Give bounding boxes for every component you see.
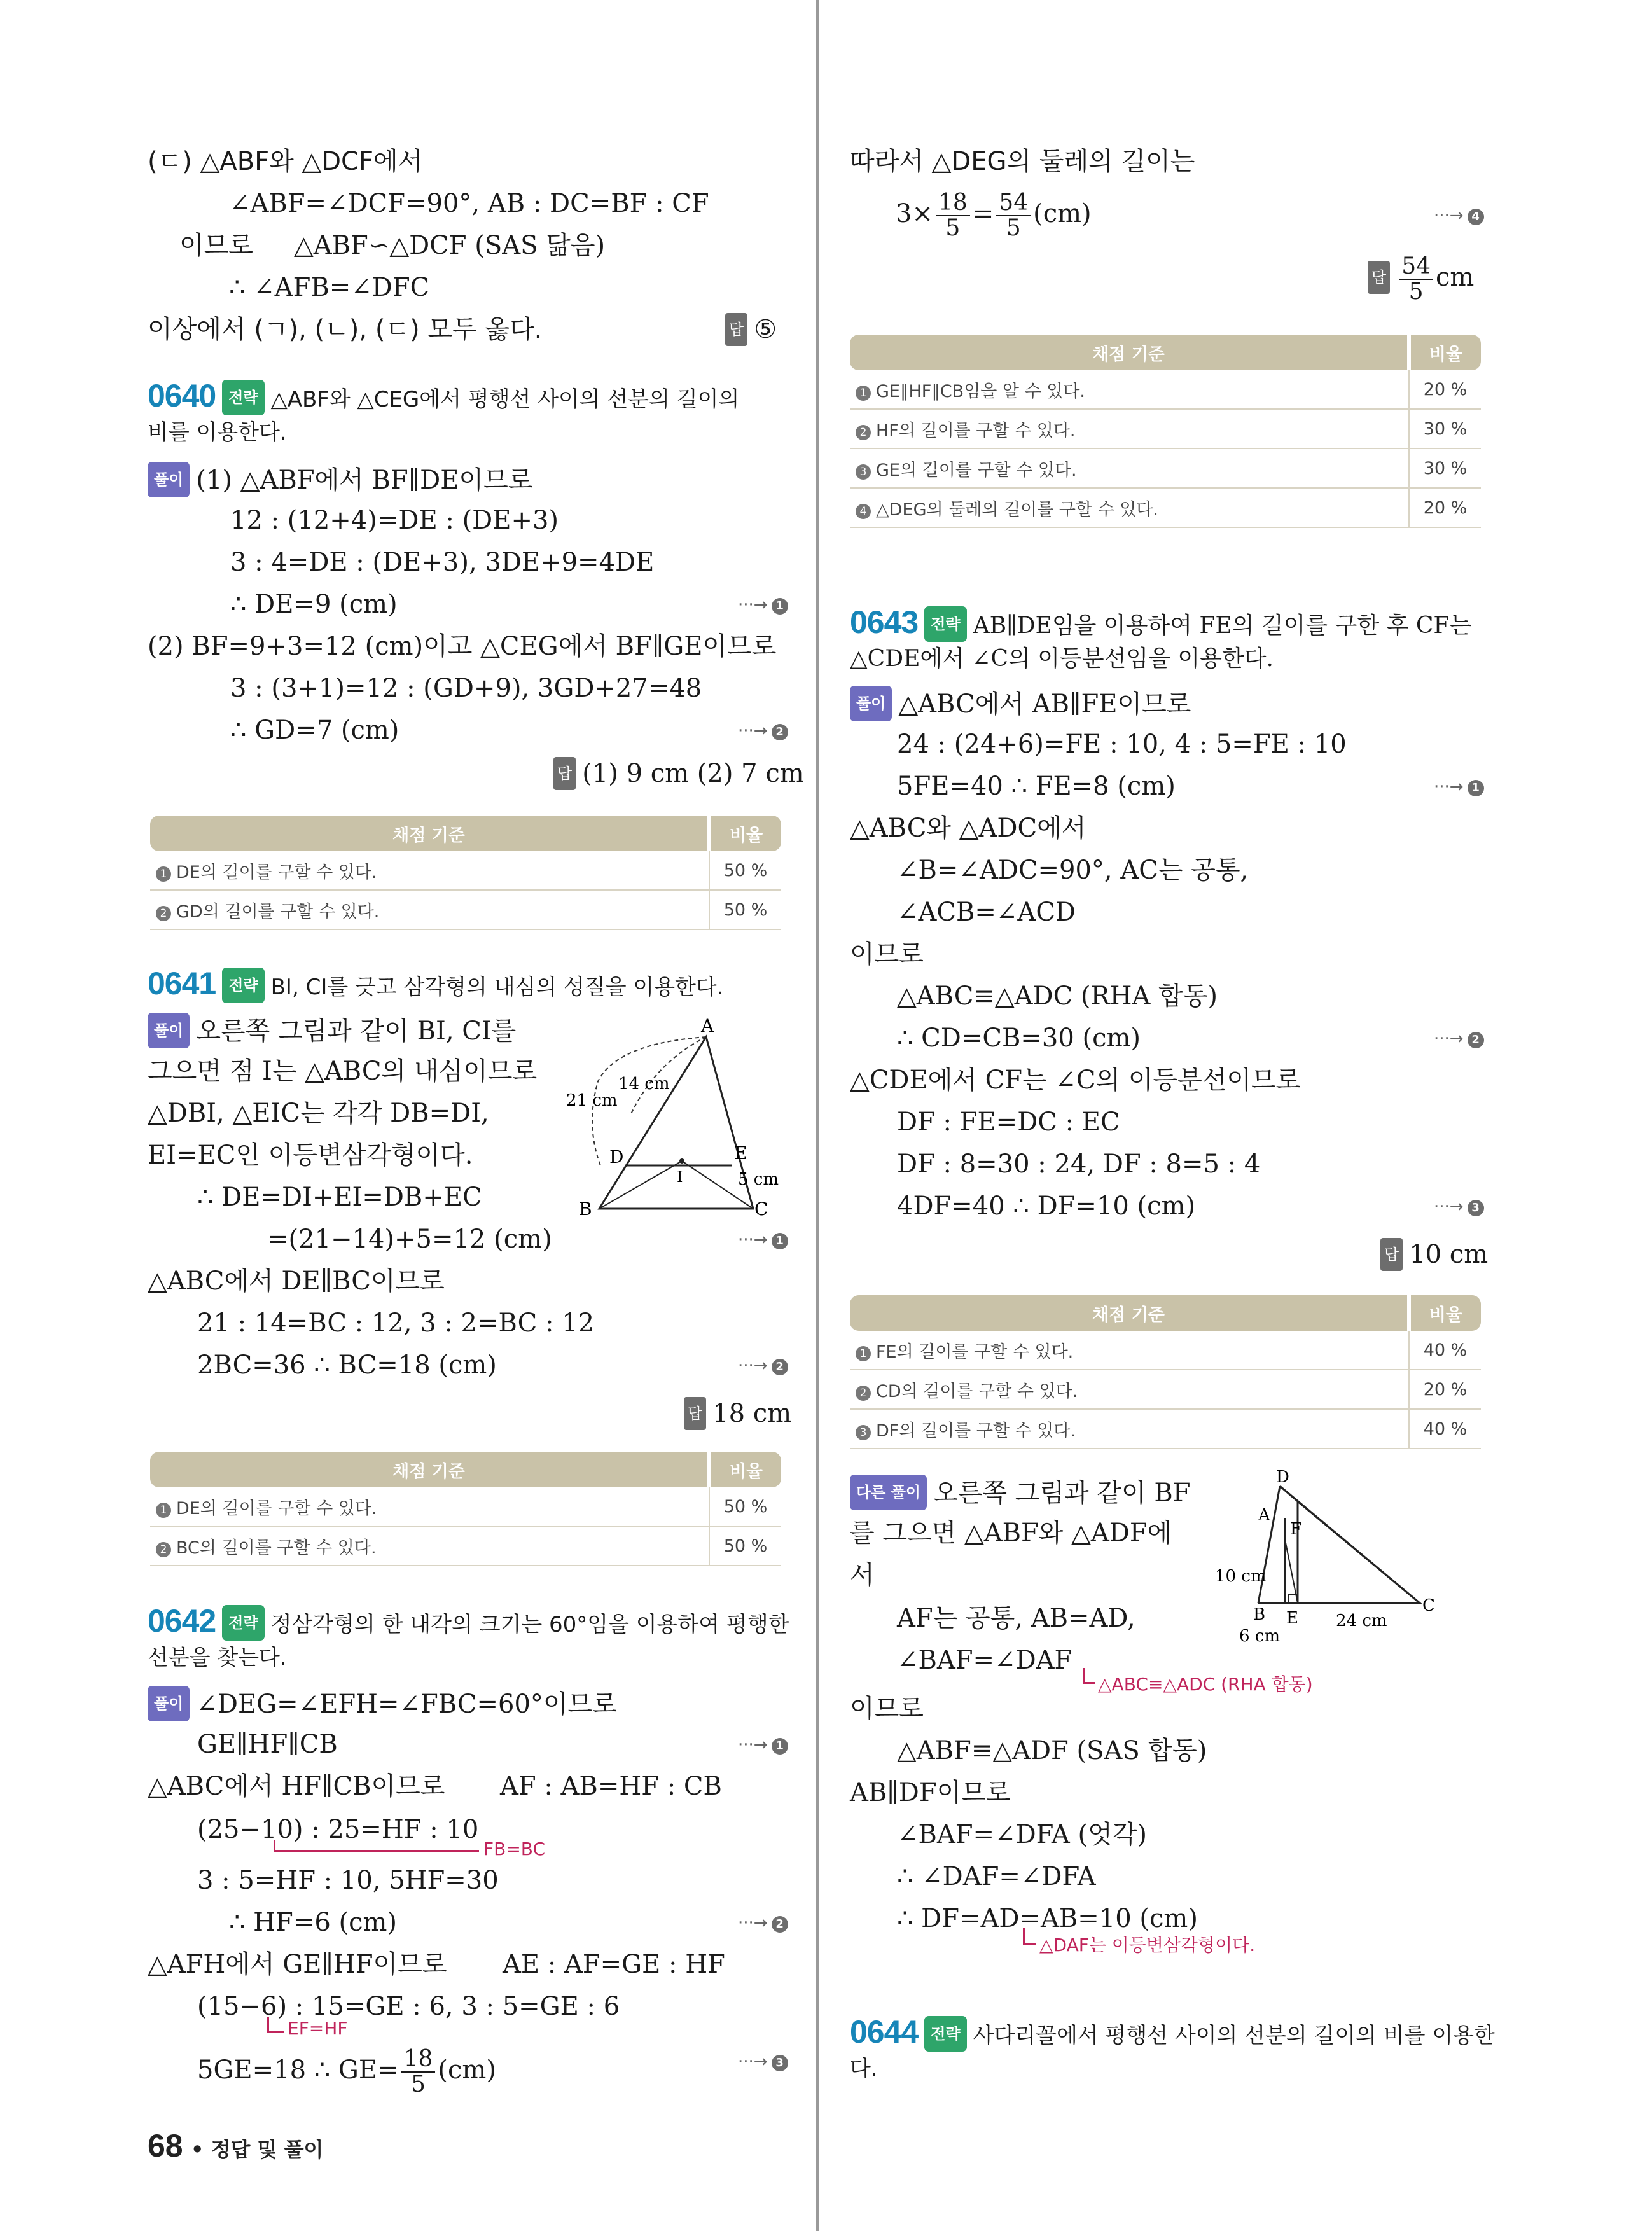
math-line: 3 : (3+1)=12 : (GD+9), 3GD+27=48: [230, 674, 702, 703]
answer-icon: 답: [1380, 1238, 1403, 1271]
math-line: △ABF≡△ADF (SAS 합동): [897, 1736, 1207, 1765]
step-marker-4: ···→ 4: [1434, 206, 1484, 225]
math-line: (25−10) : 25=HF : 10: [197, 1815, 479, 1844]
solution-line: 풀이 (1) △ABF에서 BF∥DE이므로: [148, 462, 532, 497]
strategy-tag: 전략: [222, 1605, 264, 1641]
fraction: $\frac{54}{5}$: [996, 191, 1031, 240]
text-line: 이므로: [850, 940, 924, 969]
strategy-text: 선분을 찾는다.: [148, 1645, 287, 1671]
label-a: A: [1258, 1506, 1270, 1525]
rubric-table-0641: 채점 기준 비율 1 DE의 길이를 구할 수 있다. 50 % 2 BC의 길이를 구할 수 있다. 50 %: [150, 1452, 781, 1566]
column-divider: [816, 0, 819, 2231]
label-6cm: 6 cm: [1239, 1627, 1281, 1646]
answer: 답 ⑤: [725, 313, 777, 346]
math-line: ∴ ∠DAF=∠DFA: [897, 1862, 1096, 1891]
rubric-table-0640: 채점 기준 비율 1 DE의 길이를 구할 수 있다. 50 % 2 GD의 길이를 구할 수 있다. 50 %: [150, 816, 781, 930]
alt-solution-line: 다른 풀이 오른쪽 그림과 같이 BF: [850, 1475, 1191, 1510]
text-line: 이므로: [179, 231, 253, 260]
math-line: (15−6) : 15=GE : 6, 3 : 5=GE : 6: [197, 1992, 620, 2021]
note-bracket: [1023, 1928, 1036, 1945]
answer: 답 $\frac{54}{5}$ cm: [1368, 254, 1474, 304]
label-e: E: [1286, 1609, 1298, 1628]
strategy-tag: 전략: [924, 2016, 966, 2052]
math-line: △ABC≡△ADC (RHA 합동): [897, 982, 1218, 1011]
step-marker-1: ···→ 1: [738, 1735, 788, 1755]
question-header-0644: 0644 전략 사다리꼴에서 평행선 사이의 선분의 길이의 비를 이용한: [850, 2015, 1495, 2052]
label-d: D: [609, 1146, 624, 1167]
annotation-note: △DAF는 이등변삼각형이다.: [1039, 1935, 1256, 1956]
math-line: 3 : 4=DE : (DE+3), 3DE+9=4DE: [230, 548, 655, 577]
solution-line: 풀이 오른쪽 그림과 같이 BI, CI를: [148, 1013, 516, 1048]
math-line: 3 : 5=HF : 10, 5HF=30: [197, 1866, 499, 1895]
answer-icon: 답: [553, 757, 576, 790]
footer-title: • 정답 및 풀이: [191, 2137, 324, 2162]
solution-line: 풀이 ∠DEG=∠EFH=∠FBC=60°이므로: [148, 1686, 617, 1721]
text-line: EI=EC인 이등변삼각형이다.: [148, 1141, 473, 1170]
text-line: △CDE에서 CF는 ∠C의 이등분선이므로: [850, 1066, 1301, 1095]
math-line: ∴ CD=CB=30 (cm): [897, 1024, 1141, 1053]
math-line: GE∥HF∥CB: [197, 1730, 338, 1759]
label-21cm: 21 cm: [566, 1091, 618, 1110]
text-line: AB∥DF이므로: [850, 1778, 1011, 1807]
label-c: C: [754, 1199, 768, 1220]
answer: 답 (1) 9 cm (2) 7 cm: [553, 757, 804, 790]
answer: 답 10 cm: [1380, 1238, 1488, 1271]
step-marker-2: ···→ 2: [738, 1356, 788, 1375]
segment-bi: [599, 1161, 682, 1209]
triangle-abc: [599, 1037, 753, 1209]
solution-line: 풀이 △ABC에서 AB∥FE이므로: [850, 686, 1191, 721]
step-marker-1: ···→ 1: [738, 595, 788, 615]
math-line: 5FE=40 ∴ FE=8 (cm): [897, 772, 1176, 801]
text-line: 따라서 △DEG의 둘레의 길이는: [850, 147, 1195, 176]
text-line: △DBI, △EIC는 각각 DB=DI,: [148, 1099, 489, 1128]
answer-icon: 답: [725, 313, 747, 346]
annotation-note: EF=HF: [288, 2018, 348, 2039]
rubric-table-0642: 채점 기준 비율 1 GE∥HF∥CB임을 알 수 있다. 20 % 2 HF의 길이를 구할 수 있다. 30 % 3 GE의 길이를 구할 수 있다. 30 % 4 △DEG의 둘레의 길이를 구할 수 있다. 20 %: [850, 335, 1481, 528]
step-marker-1: ···→ 1: [1434, 777, 1484, 796]
math-line: AF는 공통, AB=AD,: [897, 1604, 1135, 1633]
note-bracket: [1083, 1668, 1095, 1684]
math-line: 4DF=40 ∴ DF=10 (cm): [897, 1192, 1196, 1221]
label-a: A: [701, 1018, 714, 1036]
math-line: ∠ABF=∠DCF=90°, AB : DC=BF : CF: [229, 189, 709, 218]
strategy-text: 비를 이용한다.: [148, 420, 287, 445]
math-line: 3× $\frac{18}{5}$ = $\frac{54}{5}$ (cm): [896, 190, 1092, 241]
label-d: D: [1276, 1470, 1289, 1487]
math-line: ∠BAF=∠DAF: [897, 1646, 1072, 1675]
note-bracket: [267, 2017, 284, 2033]
fraction: $\frac{54}{5}$: [1399, 254, 1433, 304]
label-c: C: [1422, 1596, 1435, 1615]
math-line: △ABF∽△DCF (SAS 닮음): [294, 231, 606, 260]
math-line: 5GE=18 ∴ GE= $\frac{18}{5}$ (cm): [197, 2046, 496, 2097]
label-e: E: [734, 1143, 747, 1164]
label-b: B: [579, 1199, 592, 1220]
text-line: △ABC와 △ADC에서: [850, 814, 1086, 843]
math-line: 2BC=36 ∴ BC=18 (cm): [197, 1351, 497, 1380]
math-line: AF : AB=HF : CB: [500, 1772, 722, 1801]
label-5cm: 5 cm: [738, 1170, 779, 1189]
text-line: 서: [850, 1560, 875, 1590]
text-line: (ㄷ) △ABF와 △DCF에서: [148, 147, 423, 176]
step-marker-2: ···→ 2: [738, 1914, 788, 1933]
strategy-tag: 전략: [222, 968, 264, 1003]
math-line: DF : 8=30 : 24, DF : 8=5 : 4: [897, 1150, 1261, 1179]
math-line: ∴ DF=AD=AB=10 (cm): [897, 1904, 1198, 1933]
text-line: △AFH에서 GE∥HF이므로: [148, 1950, 447, 1979]
strategy-text: 다.: [850, 2056, 878, 2082]
step-marker-3: ···→ 3: [1434, 1197, 1484, 1216]
step-marker-3: ···→ 3: [738, 2052, 788, 2071]
step-marker-2: ···→ 2: [738, 721, 788, 740]
strategy-tag: 전략: [222, 380, 264, 415]
text-line: 를 그으면 △ABF와 △ADF에: [850, 1519, 1172, 1548]
answer: 답 18 cm: [684, 1397, 791, 1430]
rubric-table-0643: 채점 기준 비율 1 FE의 길이를 구할 수 있다. 40 % 2 CD의 길이를 구할 수 있다. 20 % 3 DF의 길이를 구할 수 있다. 40 %: [850, 1295, 1481, 1449]
math-line: ∴ DE=9 (cm): [230, 590, 398, 619]
label-24cm: 24 cm: [1336, 1611, 1387, 1630]
fraction: $\frac{18}{5}$: [401, 2047, 436, 2097]
label-b: B: [1253, 1605, 1266, 1624]
quad-figure-0643: [1215, 1470, 1444, 1654]
label-14cm: 14 cm: [618, 1074, 670, 1094]
text-line: △ABC에서 HF∥CB이므로: [148, 1772, 445, 1801]
answer-icon: 답: [684, 1397, 706, 1430]
math-line: ∠BAF=∠DFA (엇각): [897, 1820, 1148, 1849]
triangle-adc: [1280, 1486, 1420, 1603]
math-line: ∠B=∠ADC=90°, AC는 공통,: [897, 856, 1249, 885]
math-line: 24 : (24+6)=FE : 10, 4 : 5=FE : 10: [897, 730, 1347, 759]
incenter-point: [679, 1158, 684, 1164]
text-line: 이므로: [850, 1694, 924, 1723]
text-line: △ABC에서 DE∥BC이므로: [148, 1267, 445, 1296]
step-marker-2: ···→ 2: [1434, 1029, 1484, 1048]
math-line: =(21−14)+5=12 (cm): [267, 1225, 552, 1254]
question-header-0640: 0640 전략 △ABF와 △CEG에서 평행선 사이의 선분의 길이의: [148, 379, 739, 416]
text-line: 이상에서 (ㄱ), (ㄴ), (ㄷ) 모두 옳다.: [148, 315, 543, 344]
math-line: 21 : 14=BC : 12, 3 : 2=BC : 12: [197, 1309, 595, 1338]
math-line: AE : AF=GE : HF: [503, 1950, 725, 1979]
label-i: I: [677, 1168, 683, 1186]
math-line: ∴ GD=7 (cm): [230, 716, 399, 745]
math-line: DF : FE=DC : EC: [897, 1108, 1120, 1137]
math-line: ∴ HF=6 (cm): [229, 1908, 398, 1937]
step-marker-1: ···→ 1: [738, 1230, 788, 1249]
annotation-note: △ABC≡△ADC (RHA 합동): [1098, 1674, 1313, 1695]
note-bracket: [274, 1840, 479, 1852]
text-line: 그으면 점 I는 △ABC의 내심이므로: [148, 1057, 538, 1086]
math-line: (2) BF=9+3=12 (cm)이고 △CEG에서 BF∥GE이므로: [148, 632, 777, 661]
label-f: F: [1290, 1520, 1302, 1539]
math-line: 12 : (12+4)=DE : (DE+3): [230, 506, 559, 535]
question-header-0643: 0643 전략 AB∥DE임을 이용하여 FE의 길이를 구한 후 CF는: [850, 606, 1471, 643]
question-header-0641: 0641 전략 BI, CI를 긋고 삼각형의 내심의 성질을 이용한다.: [148, 967, 724, 1004]
question-header-0642: 0642 전략 정삼각형의 한 내각의 크기는 60°임을 이용하여 평행한: [148, 1604, 789, 1641]
fraction: $\frac{18}{5}$: [936, 191, 970, 240]
strategy-text: △CDE에서 ∠C의 이등분선임을 이용한다.: [850, 646, 1274, 672]
strategy-tag: 전략: [924, 606, 966, 642]
math-line: ∴ ∠AFB=∠DFC: [229, 273, 430, 302]
math-line: ∴ DE=DI+EI=DB+EC: [197, 1183, 482, 1212]
label-10cm: 10 cm: [1215, 1567, 1267, 1586]
math-line: ∠ACB=∠ACD: [897, 898, 1076, 927]
answer-icon: 답: [1368, 261, 1390, 294]
page-number: 68: [148, 2128, 183, 2164]
triangle-figure-0641: [560, 1018, 789, 1228]
annotation-note: FB=BC: [483, 1838, 546, 1859]
